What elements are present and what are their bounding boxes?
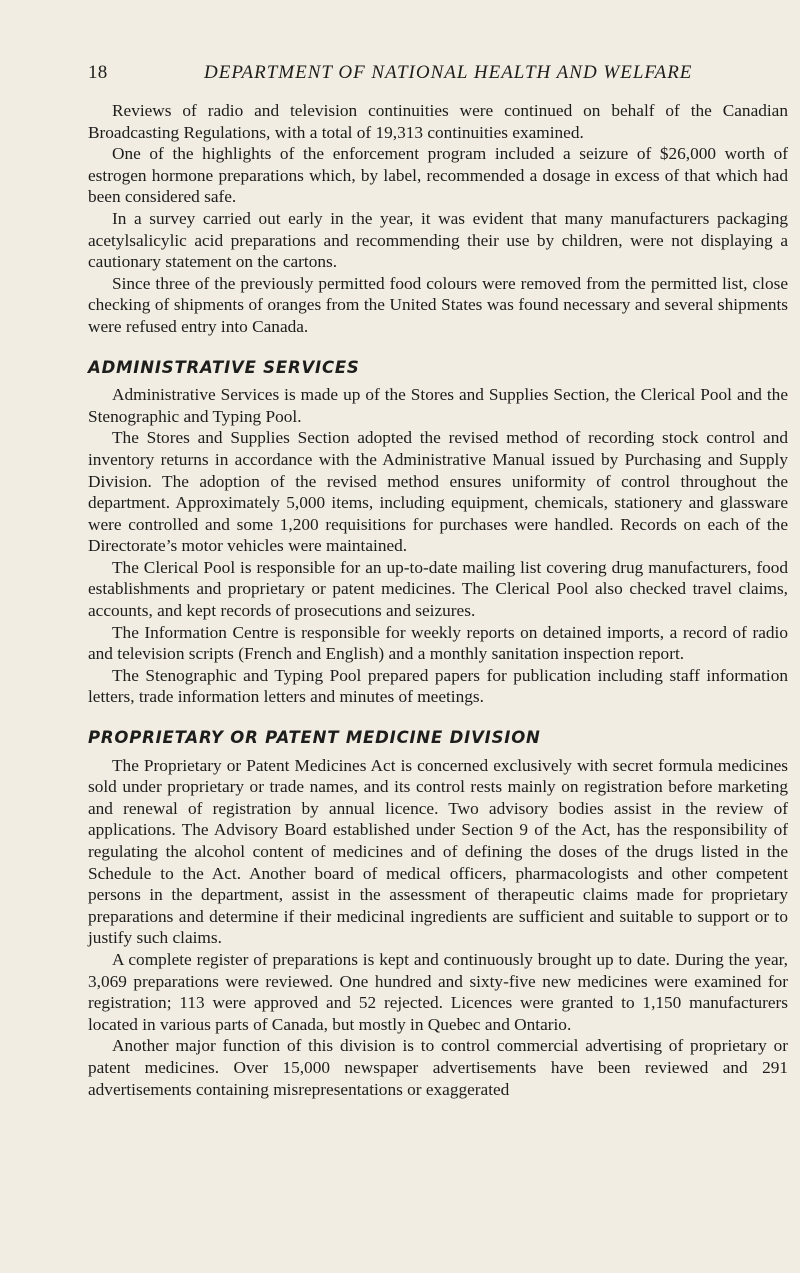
paragraph: Another major function of this division is to control commercial advertising of proprietary or patent medicines. Over 15,000 newspaper advertisements have been reviewed and 291 advertisements containing misrepresentations or exaggerated	[88, 1036, 788, 1099]
running-title: DEPARTMENT OF NATIONAL HEALTH AND WELFARE	[204, 62, 693, 83]
paragraph: Administrative Services is made up of the Stores and Supplies Section, the Clerical Pool and the Stenographic and Typing Pool.	[88, 385, 788, 426]
paragraph: The Clerical Pool is responsible for an up-to-date mailing list covering drug manufacturers, food establishments and proprietary or patent medicines. The Clerical Pool also checked travel claims, accounts, and kept records of prosecutions and seizures.	[88, 557, 788, 621]
paragraph: The Information Centre is responsible for weekly reports on detained imports, a record of radio and television scripts (French and English) and a monthly sanitation inspection report.	[88, 622, 788, 664]
document-page	[88, 62, 788, 1100]
paragraph: Reviews of radio and television continuities were continued on behalf of the Canadian Broadcasting Regulations, with a total of 19,313 continuities examined.	[88, 101, 788, 142]
body-text	[88, 100, 788, 1100]
paragraph: The Stores and Supplies Section adopted the revised method of recording stock control and inventory returns in accordance with the Administrative Manual issued by Purchasing and Supply Division. The adoption of the revised method ensures uniformity of control throughout the department. Approximately 5,000 items, including equipment, chemicals, stationery and glassware were controlled and some 1,200 requisitions for purchases were handled. Records on each of the Directorate’s motor vehicles were maintained.	[88, 428, 788, 556]
paragraph: Since three of the previously permitted food colours were removed from the permitted list, close checking of shipments of oranges from the United States was found necessary and several shipments were refused entry into Canada.	[88, 273, 788, 336]
paragraph: A complete register of preparations is kept and continuously brought up to date. During the year, 3,069 preparations were reviewed. One hundred and sixty-five new medicines were examined for registration; 113 were approved and 52 rejected. Licences were granted to 1,150 manufacturers located in various parts of Canada, but mostly in Quebec and Ontario.	[88, 949, 788, 1034]
paragraph: The Stenographic and Typing Pool prepared papers for publication including staff information letters, trade information letters and minutes of meetings.	[88, 665, 788, 707]
section-heading-proprietary-division: PROPRIETARY OR PATENT MEDICINE DIVISION	[88, 728, 541, 748]
section-heading-administrative-services: ADMINISTRATIVE SERVICES	[88, 357, 360, 377]
paragraph: One of the highlights of the enforcement program included a seizure of $26,000 worth of estrogen hormone preparations which, by label, recommended a dosage in excess of that which had been considered safe.	[88, 144, 788, 207]
paragraph: The Proprietary or Patent Medicines Act is concerned exclusively with secret formula medicines sold under proprietary or trade names, and its control rests mainly on registration before marketing and renewal of registration by annual licence. Two advisory bodies assist in the review of applications. The Advisory Board established under Section 9 of the Act, has the responsibility of regulating the alcohol content of medicines and of defining the doses of the drugs listed in the Schedule to the Act. Another board of medical officers, pharmacologists and other competent persons in the department, assist in the assessment of therapeutic claims made for proprietary preparations and determine if their medicinal ingredients are sufficient and suitable to support or to justify such claims.	[88, 755, 788, 948]
running-header	[88, 62, 788, 90]
page-number: 18	[88, 62, 108, 83]
paragraph: In a survey carried out early in the year, it was evident that many manufacturers packaging acetylsalicylic acid preparations and recommending their use by children, were not displaying a cautionary statement on the cartons.	[88, 208, 788, 272]
